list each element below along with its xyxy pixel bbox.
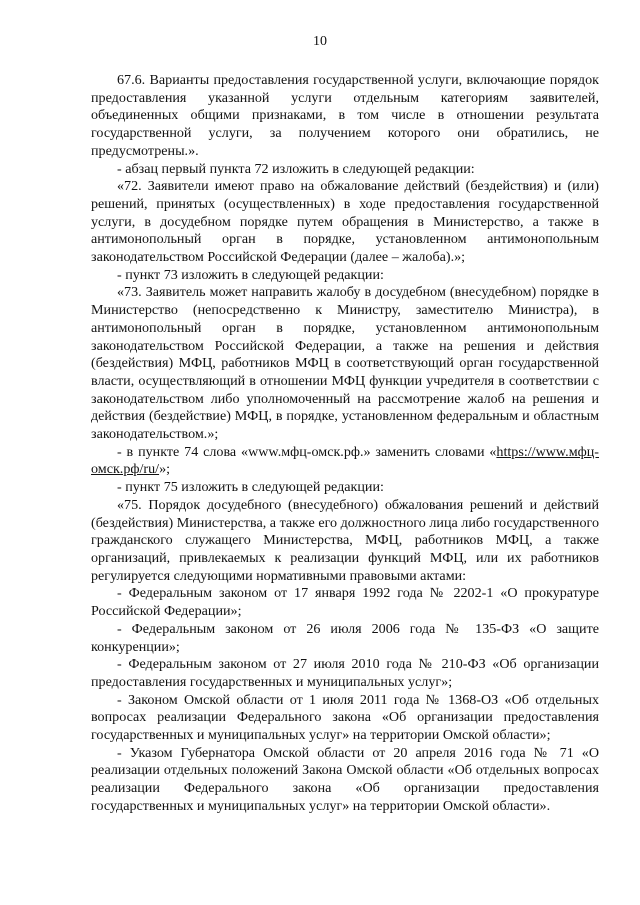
paragraph-74-tail: »;: [159, 461, 171, 478]
paragraph-amend-72: - абзац первый пункта 72 изложить в следующей редакции:: [117, 160, 475, 177]
paragraph-74-text: - в пункте 74 слова «www.мфц-омск.рф.» заменить словами «: [117, 443, 497, 460]
list-item-law-210: - Федеральным законом от 27 июля 2010 года № 210-ФЗ «Об организации предоставления государственных и муниципальных услуг»;: [91, 656, 599, 690]
paragraph-amend-75: - пункт 75 изложить в следующей редакции:: [117, 479, 384, 496]
mfc-url-link[interactable]: https://www.мфц-омск.рф/ru/: [91, 443, 599, 478]
paragraph-amend-74: [91, 444, 599, 479]
list-item-omsk-law: - Законом Омской области от 1 июля 2011 года № 1368-ОЗ «Об отдельных вопросах реализации Федерального закона «Об организации предоставления государственных и муниципальных услуг» на территории Омской области»;: [91, 691, 599, 744]
paragraph-73: «73. Заявитель может направить жалобу в досудебном (внесудебном) порядке в Министерство (непосредственно к Министру, заместителю Министра), в антимонопольный орган в порядке, установленном антимонопольным законодательством Российской Федерации, а также на решения и действия (бездействия) МФЦ, работников МФЦ в соответствующий орган государственной власти, осуществляющий в отношении МФЦ функции учредителя в соответствии с законодательством либо уполномоченный на рассмотрение жалоб на решения и действия (бездействие) МФЦ, в порядке, установленном федеральным и областным законодательством.»;: [91, 284, 599, 443]
list-item-governor-decree: - Указом Губернатора Омской области от 20 апреля 2016 года № 71 «О реализации отдельных положений Закона Омской области «Об отдельных вопросах реализации Федерального закона «Об организации предоставления государственных и муниципальных услуг» на территории Омской области».: [91, 744, 599, 814]
paragraph-72: «72. Заявители имеют право на обжалование действий (бездействия) и (или) решений, принятых (осуществленных) в ходе предоставления государственной услуги, в досудебном порядке путем обращения в Министерство, а также в антимонопольный орган в порядке, установленном антимонопольным законодательством Российской Федерации (далее – жалоба).»;: [91, 178, 599, 266]
paragraph-75: «75. Порядок досудебного (внесудебного) обжалования решений и действий (бездействия) Министерства, а также его должностного лица либо государственного гражданского служащего Министерства, МФЦ, работников МФЦ, а также организаций, привлекаемых к реализации функций МФЦ, или их работников регулируется следующими нормативными правовыми актами:: [91, 496, 599, 584]
document-body: [91, 72, 599, 816]
paragraph-67-6: 67.6. Варианты предоставления государственной услуги, включающие порядок предоставления указанной услуги отдельным категориям заявителей, объединенных общими признаками, в том числе в отношении результата государственной услуги, за получением которого они обратились, не предусмотрены.».: [91, 72, 599, 159]
list-item-law-prosecutor: - Федеральным законом от 17 января 1992 года № 2202-1 «О прокуратуре Российской Федерации»;: [91, 585, 599, 620]
list-item-law-competition: - Федеральным законом от 26 июля 2006 года № 135-ФЗ «О защите конкуренции»;: [91, 620, 599, 655]
paragraph-amend-73: - пункт 73 изложить в следующей редакции:: [117, 266, 384, 283]
page-number: 10: [313, 34, 327, 49]
